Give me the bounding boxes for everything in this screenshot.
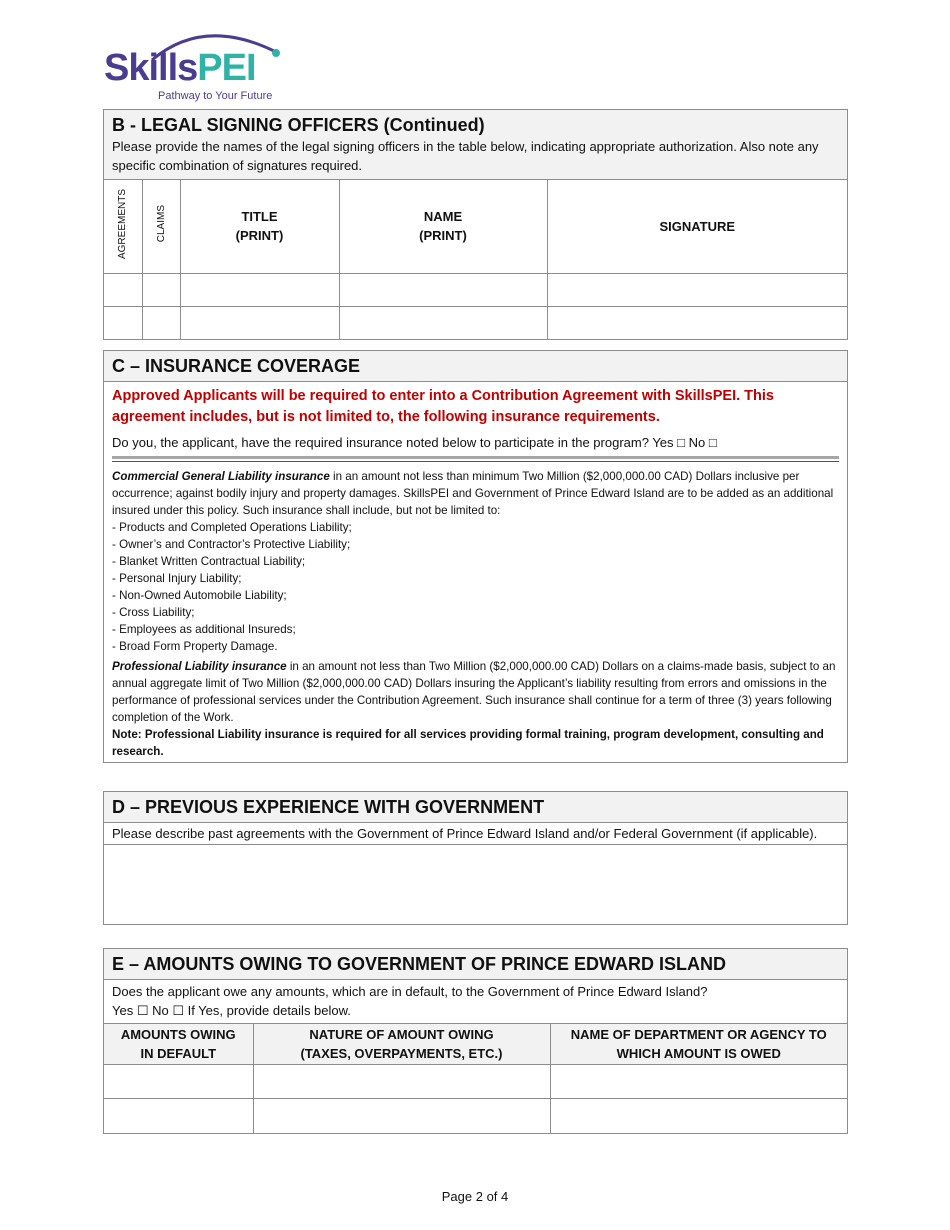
pl-paragraph: [112, 658, 839, 726]
insurance-details: [104, 462, 847, 762]
list-item: - Products and Completed Operations Liability;: [112, 521, 352, 534]
col-agreements: AGREEMENTS: [104, 180, 142, 273]
section-e-title: E – AMOUNTS OWING TO GOVERNMENT OF PRINCE EDWARD ISLAND: [104, 949, 847, 980]
section-c-title: C – INSURANCE COVERAGE: [104, 351, 847, 382]
col-nature-of-amount: NATURE OF AMOUNT OWING (TAXES, OVERPAYMENTS, ETC.): [253, 1024, 550, 1065]
amount-input-cell[interactable]: [104, 1099, 253, 1133]
logo-skills: Skills: [104, 47, 198, 89]
signature-input-cell[interactable]: [547, 273, 847, 306]
logo-tagline: Pathway to Your Future: [158, 90, 273, 102]
amount-input-cell[interactable]: [104, 1065, 253, 1099]
list-item: - Cross Liability;: [112, 606, 195, 619]
logo-wordmark: [104, 48, 256, 88]
section-d-title: D – PREVIOUS EXPERIENCE WITH GOVERNMENT: [104, 792, 847, 823]
title-input-cell[interactable]: [180, 306, 339, 339]
table-row: [104, 1099, 847, 1133]
claims-checkbox-cell[interactable]: [142, 273, 180, 306]
col-title: TITLE (PRINT): [180, 180, 339, 273]
claims-checkbox-cell[interactable]: [142, 306, 180, 339]
section-d-description: Please describe past agreements with the Government of Prince Edward Island and/or Federal Government (if applicable).: [104, 823, 847, 845]
agreements-checkbox-cell[interactable]: [104, 306, 142, 339]
amounts-owing-options[interactable]: Yes ☐ No ☐ If Yes, provide details below.: [112, 1003, 351, 1018]
pl-label: Professional Liability insurance: [112, 660, 287, 673]
amounts-owing-header-row: [104, 1024, 847, 1065]
table-row: [104, 1065, 847, 1099]
pl-note: Note: Professional Liability insurance is required for all services providing formal training, program development, consulting and research.: [112, 728, 824, 758]
col-signature: SIGNATURE: [547, 180, 847, 273]
col-name: NAME (PRINT): [339, 180, 547, 273]
cgl-paragraph: [112, 468, 839, 519]
list-item: - Blanket Written Contractual Liability;: [112, 555, 306, 568]
signing-officers-header-row: [104, 180, 847, 273]
section-e-question: [104, 980, 847, 1023]
skillspei-logo: [104, 22, 284, 104]
name-input-cell[interactable]: [339, 273, 547, 306]
list-item: - Personal Injury Liability;: [112, 572, 242, 585]
section-c-insurance-coverage: [103, 350, 848, 763]
cgl-label: Commercial General Liability insurance: [112, 470, 330, 483]
pl-text: in an amount not less than Two Million ($2,000,000.00 CAD) Dollars on a claims-made basis, subject to an annual aggregate limit of Two Million ($2,000,000.00 CAD) Dollars insuring the Applicant’s liability resulting from errors and omissions in the performance of professional services under the Contribution Agreement. Such insurance shall continue for a term of three (3) years following completion of the Work.: [112, 660, 836, 724]
list-item: - Employees as additional Insureds;: [112, 623, 296, 636]
list-item: - Broad Form Property Damage.: [112, 640, 278, 653]
section-b-description: Please provide the names of the legal signing officers in the table below, indicating appropriate authorization. Also note any specific combination of signatures required.: [104, 136, 847, 180]
col-claims: CLAIMS: [142, 180, 180, 273]
col-department: NAME OF DEPARTMENT OR AGENCY TO WHICH AMOUNT IS OWED: [550, 1024, 847, 1065]
table-row: [104, 273, 847, 306]
department-input-cell[interactable]: [550, 1065, 847, 1099]
table-row: [104, 306, 847, 339]
page-number: Page 2 of 4: [441, 1189, 509, 1204]
section-d-previous-experience: [103, 791, 848, 925]
section-e-amounts-owing: [103, 948, 848, 1134]
signing-officers-table: [104, 180, 847, 339]
col-amounts-owing: AMOUNTS OWING IN DEFAULT: [104, 1024, 253, 1065]
cgl-text: in an amount not less than minimum Two Million ($2,000,000.00 CAD) Dollars inclusive per occurrence; against bodily injury and property damages. SkillsPEI and Government of Prince Edward Island are to be added as an additional insured under this policy. Such insurance shall include, but not be limited to:: [112, 470, 834, 517]
name-input-cell[interactable]: [339, 306, 547, 339]
insurance-notice: Approved Applicants will be required to enter into a Contribution Agreement with SkillsPEI. This agreement includes, but is not limited to, the following insurance requirements.: [112, 388, 774, 425]
insurance-question[interactable]: Do you, the applicant, have the required insurance noted below to participate in the program? Yes □ No □: [112, 435, 717, 450]
logo-pei: PEI: [197, 47, 256, 89]
nature-input-cell[interactable]: [253, 1065, 550, 1099]
section-b-legal-signing-officers: [103, 109, 848, 340]
list-item: - Non-Owned Automobile Liability;: [112, 589, 287, 602]
signature-input-cell[interactable]: [547, 306, 847, 339]
list-item: - Owner’s and Contractor’s Protective Liability;: [112, 538, 351, 551]
title-input-cell[interactable]: [180, 273, 339, 306]
amounts-owing-table: [104, 1023, 847, 1133]
section-b-title: B - LEGAL SIGNING OFFICERS (Continued): [104, 110, 847, 136]
previous-experience-input[interactable]: [104, 845, 847, 901]
nature-input-cell[interactable]: [253, 1099, 550, 1133]
amounts-owing-question: Does the applicant owe any amounts, which are in default, to the Government of Prince Edward Island?: [112, 984, 708, 999]
department-input-cell[interactable]: [550, 1099, 847, 1133]
agreements-checkbox-cell[interactable]: [104, 273, 142, 306]
